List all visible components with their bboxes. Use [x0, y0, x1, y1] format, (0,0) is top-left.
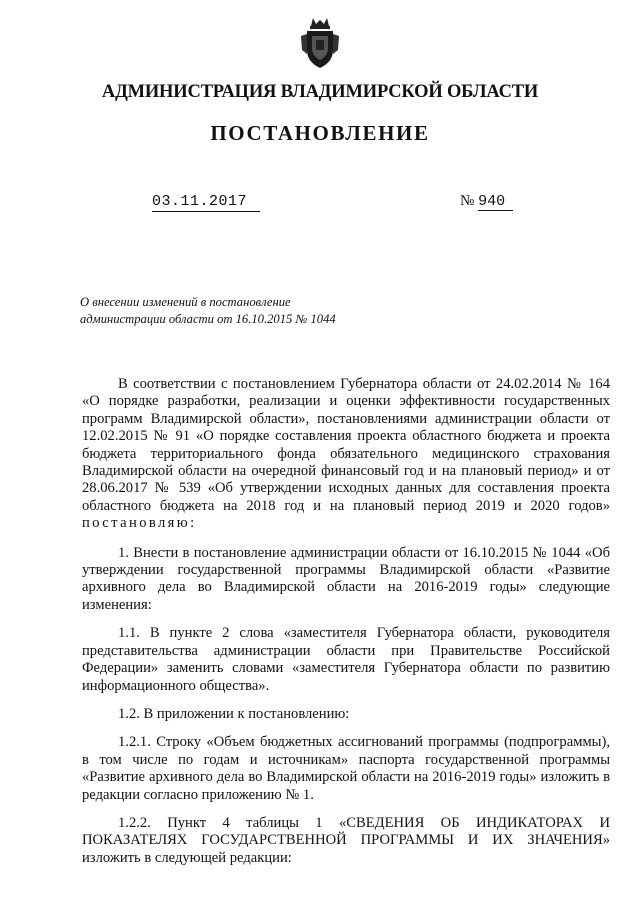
paragraph-preamble	[82, 376, 610, 533]
subject-line-2: администрации области от 16.10.2015 № 1044	[80, 312, 336, 326]
document-type-title: ПОСТАНОВЛЕНИЕ	[210, 121, 430, 145]
paragraph-1-2-1: 1.2.1. Строку «Объем бюджетных ассигнований программы (подпрограммы), в том числе по годам и источникам» паспорта государственной программы «Развитие архивного дела во Владимирской области на 2016-2019 годы» изложить в редакции согласно приложению № 1.	[82, 734, 610, 803]
preamble-text: В соответствии с постановлением Губернатора области от 24.02.2014 № 164 «О порядке разработки, реализации и оценки эффективности государственных программ Владимирской области», постановлениями администрации области от 12.02.2015 № 91 «О порядке составления проекта областного бюджета и проекта бюджета территориального фонда обязательного медицинского страхования Владимирской области на очередной финансовый год и на плановый период» и от 28.06.2017 № 539 «Об утверждении исходных данных для составления проекта областного бюджета на 2018 год и на плановый период 2019 и 2020 годов»	[82, 376, 610, 514]
number-value: 940	[478, 193, 513, 211]
number-prefix: №	[460, 193, 475, 209]
document-subject	[80, 294, 400, 328]
paragraph-1-2: 1.2. В приложении к постановлению:	[118, 705, 350, 722]
resolve-word: постановляю:	[82, 515, 197, 532]
coat-of-arms-icon	[299, 14, 341, 70]
subject-line-1: О внесении изменений в постановление	[80, 295, 291, 309]
organization-title: АДМИНИСТРАЦИЯ ВЛАДИМИРСКОЙ ОБЛАСТИ	[101, 82, 539, 102]
paragraph-1-2-2: 1.2.2. Пункт 4 таблицы 1 «СВЕДЕНИЯ ОБ ИНДИКАТОРАХ И ПОКАЗАТЕЛЯХ ГОСУДАРСТВЕННОЙ ПРОГРАММЫ И ИХ ЗНАЧЕНИЯ» изложить в следующей редакции:	[82, 814, 610, 866]
paragraph-1-1: 1.1. В пункте 2 слова «заместителя Губернатора области, руководителя представительства администрации области при Правительстве Российской Федерации» заменить словами «заместителя Губернатора области по развитию информационного общества».	[82, 625, 610, 694]
paragraph-1: 1. Внести в постановление администрации области от 16.10.2015 № 1044 «Об утверждении государственной программы Владимирской области «Развитие архивного дела во Владимирской области на 2016-2019 годы» следующие изменения:	[82, 544, 610, 613]
document-number	[460, 193, 520, 210]
document-date: 03.11.2017	[152, 193, 260, 212]
document-body	[82, 376, 610, 878]
